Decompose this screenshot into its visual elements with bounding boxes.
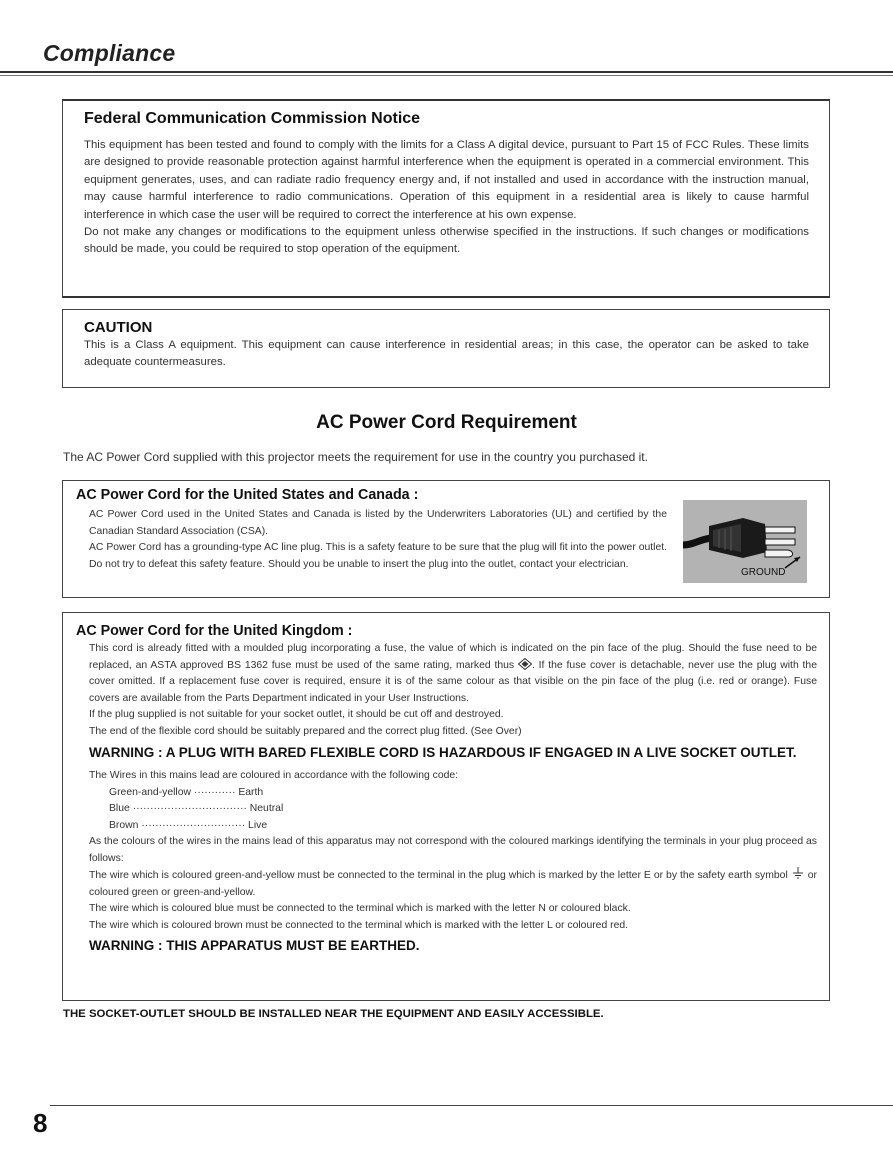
caution-heading: CAUTION xyxy=(84,319,153,336)
uk-paragraph-3: The end of the flexible cord should be suitably prepared and the correct plug fitted. (See Over) xyxy=(89,725,522,737)
asta-mark-icon xyxy=(518,658,532,670)
page-number: 8 xyxy=(33,1108,48,1138)
uk-wires-intro: The Wires in this mains lead are coloured in accordance with the following code: xyxy=(89,770,459,781)
us-canada-heading: AC Power Cord for the United States and Canada : xyxy=(76,487,419,503)
uk-warning-bared-cord: WARNING : A PLUG WITH BARED FLEXIBLE CORD IS HAZARDOUS IF ENGAGED IN A LIVE SOCKET OUTLET. xyxy=(89,745,797,760)
fcc-notice-box xyxy=(62,99,830,298)
socket-outlet-notice: THE SOCKET-OUTLET SHOULD BE INSTALLED NEAR THE EQUIPMENT AND EASILY ACCESSIBLE. xyxy=(63,1008,604,1020)
fcc-paragraph-1: This equipment has been tested and found to comply with the limits for a Class A digital device, pursuant to Part 15 of FCC Rules. These limits are designed to provide reasonable protection against harmful interference when the equipment is operated in a commercial environment. This equipment generates, uses, and can radiate radio frequency energy and, if not installed and used in accordance with the instruction manual, may cause harmful interference to radio communications. Operation of this equipment in a residential area is likely to cause harmful interference in which case the user will be required to correct the interference at his own expense. xyxy=(84,139,809,221)
section-title: AC Power Cord Requirement xyxy=(316,412,577,433)
page-title: Compliance xyxy=(43,40,176,66)
caution-text: This is a Class A equipment. This equipment can cause interference in residential areas; in this case, the operator can be asked to take adequate countermeasures. xyxy=(84,339,809,369)
uk-warning-earthed: WARNING : THIS APPARATUS MUST BE EARTHED. xyxy=(89,938,420,953)
grounded-plug-image xyxy=(683,500,807,583)
uk-paragraph-4: As the colours of the wires in the mains lead of this apparatus may not correspond with the coloured markings identifying the terminals in your plug proceed as follows: xyxy=(89,836,817,864)
uk-paragraph-7: The wire which is coloured brown must be connected to the terminal which is marked with the letter L or coloured red. xyxy=(89,919,629,931)
wire-code-neutral: Blue ································· Neutral xyxy=(109,803,284,814)
earth-symbol-icon xyxy=(791,867,805,879)
fcc-heading: Federal Communication Commission Notice xyxy=(84,110,421,127)
us-canada-paragraph-1: AC Power Cord used in the United States and Canada is listed by the Underwriters Laboratories (UL) and certified by the Canadian Standard Association (CSA). xyxy=(89,509,667,537)
uk-box xyxy=(62,612,830,1001)
uk-paragraph-6: The wire which is coloured blue must be connected to the terminal which is marked with the letter N or coloured black. xyxy=(89,903,631,914)
header-rule-thin xyxy=(0,75,893,76)
us-canada-paragraph-2: AC Power Cord has a grounding-type AC line plug. This is a safety feature to be sure that the plug will fit into the power outlet. Do not try to defeat this safety feature. Should you be unable to insert the plug into the outlet, contact your electrician. xyxy=(89,542,667,570)
caution-box xyxy=(62,309,830,388)
section-intro: The AC Power Cord supplied with this projector meets the requirement for use in the country you purchased it. xyxy=(63,450,648,464)
uk-paragraph-2: If the plug supplied is not suitable for your socket outlet, it should be cut off and destroyed. xyxy=(89,709,504,720)
wire-code-live: Brown ······························ Live xyxy=(109,819,268,831)
footer-rule xyxy=(50,1105,893,1106)
uk-heading: AC Power Cord for the United Kingdom : xyxy=(76,623,353,639)
wire-code-list xyxy=(89,785,817,835)
header-rule xyxy=(0,71,893,73)
ground-label: GROUND xyxy=(741,567,786,578)
wire-code-earth: Green-and-yellow ············ Earth xyxy=(109,786,264,798)
fcc-paragraph-2: Do not make any changes or modifications to the equipment unless otherwise specified in the instructions. If such changes or modifications should be made, you could be required to stop operation of the equipment. xyxy=(84,226,809,256)
uk-paragraph-1: This cord is already fitted with a moulded plug incorporating a fuse, the value of which is indicated on the pin face of the plug. Should the fuse need to be replaced, an ASTA approved BS 1362 fuse must be used of the same rating, marked thus . If the fuse cover is detachable, never use the plug with the cover omitted. If a replacement fuse cover is required, ensure it is of the same colour as that visible on the pin face of the plug (i.e. red or orange). Fuse covers are available from the Parts Department indicated in your User Instructions. xyxy=(89,643,817,704)
uk-paragraph-5: The wire which is coloured green-and-yellow must be connected to the terminal in the plug which is marked by the letter E or by the safety earth symbol or coloured green or green-and-yellow. xyxy=(89,867,817,901)
